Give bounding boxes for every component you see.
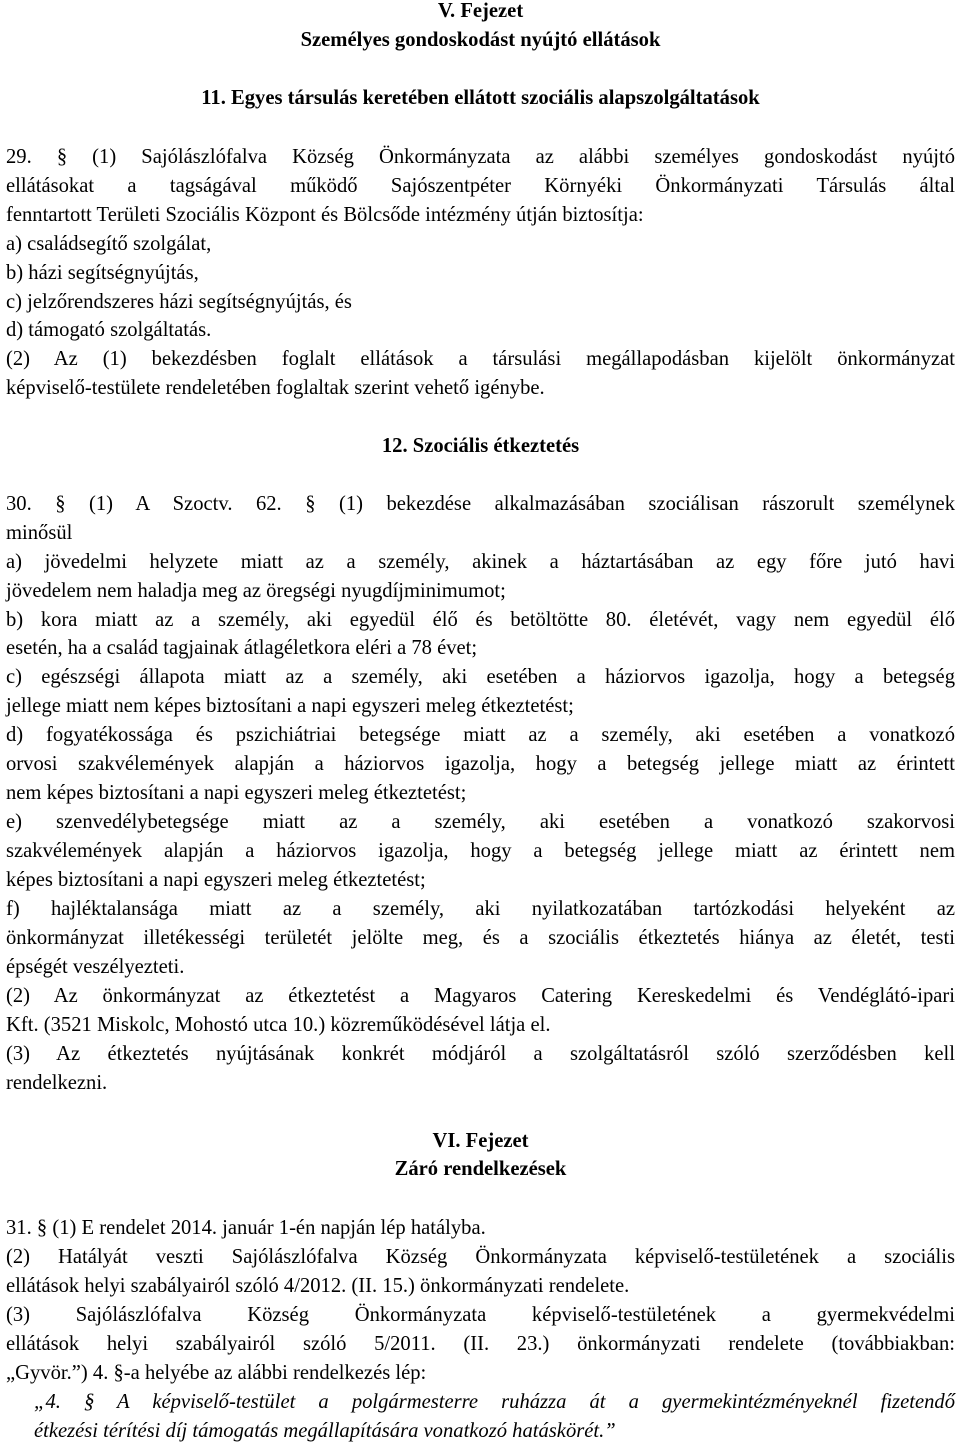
paragraph-line: jellege miatt nem képes biztosítani a napi egyszeri meleg étkeztetést;	[6, 695, 574, 717]
paragraph-line: d) fogyatékossága és pszichiátriai betegsége miatt az a személy, aki esetében a vonatkozó	[6, 724, 955, 746]
paragraph-line: (2) Az önkormányzat az étkeztetést a Magyaros Catering Kereskedelmi és Vendéglátó-ipari	[6, 985, 955, 1007]
list-item: c) jelzőrendszeres házi segítségnyújtás, és	[6, 291, 352, 313]
paragraph-line: (2) Hatályát veszti Sajólászlófalva Község Önkormányzata képviselő-testületének a szociális	[6, 1246, 955, 1268]
paragraph-line: nem képes biztosítani a napi egyszeri meleg étkeztetést;	[6, 782, 467, 804]
paragraph-line: esetén, ha a család tagjainak átlagéletkora eléri a 78 évet;	[6, 637, 478, 659]
paragraph-line: ellátásokat a tagságával működő Sajószentpéter Környéki Önkormányzati Társulás által	[6, 175, 955, 197]
paragraph-line: képviselő-testülete rendeletében foglaltak szerint vehető igénybe.	[6, 377, 545, 399]
paragraph-line: (2) Az (1) bekezdésben foglalt ellátások a társulási megállapodásban kijelölt önkormányzat	[6, 348, 955, 370]
paragraph-line: épségét veszélyezteti.	[6, 956, 185, 978]
quoted-provision-line: étkezési térítési díj támogatás megállapítására vonatkozó hatáskörét.”	[34, 1420, 616, 1442]
quoted-provision-line: „4. § A képviselő-testület a polgármesterre ruházza át a gyermekintézményeknél fizetendő	[34, 1391, 955, 1413]
paragraph-line: képes biztosítani a napi egyszeri meleg étkeztetést;	[6, 869, 426, 891]
chapter-heading: V. Fejezet	[437, 0, 524, 22]
paragraph-line: Kft. (3521 Miskolc, Mohostó utca 10.) közreműködésével látja el.	[6, 1014, 551, 1036]
list-item: d) támogató szolgáltatás.	[6, 319, 212, 341]
paragraph-line: orvosi szakvélemények alapján a háziorvos igazolja, hogy a betegség jellege miatt az érintett	[6, 753, 955, 775]
paragraph-line: „Gyvör.”) 4. §-a helyébe az alábbi rendelkezés lép:	[6, 1362, 427, 1384]
paragraph-line: f) hajléktalansága miatt az a személy, aki nyilatkozatában tartózkodási helyeként az	[6, 898, 955, 920]
paragraph-line: szakvélemények alapján a háziorvos igazolja, hogy a betegség jellege miatt az érintett nem	[6, 840, 955, 862]
paragraph-line: 29. § (1) Sajólászlófalva Község Önkormányzata az alábbi személyes gondoskodást nyújtó	[6, 146, 955, 168]
list-item: a) családsegítő szolgálat,	[6, 233, 212, 255]
paragraph-line: fenntartott Területi Szociális Központ és Bölcsőde intézmény útján biztosítja:	[6, 204, 644, 226]
paragraph-line: 31. § (1) E rendelet 2014. január 1-én napján lép hatályba.	[6, 1217, 486, 1239]
paragraph-line: b) kora miatt az a személy, aki egyedül élő és betöltötte 80. életévét, vagy nem egyedül élő	[6, 609, 955, 631]
chapter-title: Személyes gondoskodást nyújtó ellátások	[300, 29, 661, 51]
section-title: 11. Egyes társulás keretében ellátott szociális alapszolgáltatások	[201, 87, 760, 109]
paragraph-line: minősül	[6, 522, 73, 544]
paragraph-line: 30. § (1) A Szoctv. 62. § (1) bekezdése alkalmazásában szociálisan rászorult személynek	[6, 493, 955, 515]
paragraph-line: ellátások helyi szabályairól szóló 5/2011. (II. 23.) önkormányzati rendelete (továbbiakban:	[6, 1333, 955, 1355]
paragraph-line: ellátások helyi szabályairól szóló 4/2012. (II. 15.) önkormányzati rendelete.	[6, 1275, 630, 1297]
paragraph-line: c) egészségi állapota miatt az a személy, aki esetében a háziorvos igazolja, hogy a betegség	[6, 666, 955, 688]
list-item: b) házi segítségnyújtás,	[6, 262, 199, 284]
paragraph-line: (3) Sajólászlófalva Község Önkormányzata képviselő-testületének a gyermekvédelmi	[6, 1304, 955, 1326]
paragraph-line: e) szenvedélybetegsége miatt az a személy, aki esetében a vonatkozó szakorvosi	[6, 811, 955, 833]
paragraph-line: jövedelem nem haladja meg az öregségi nyugdíjminimumot;	[6, 580, 506, 602]
section-title: 12. Szociális étkeztetés	[381, 435, 580, 457]
paragraph-line: (3) Az étkeztetés nyújtásának konkrét módjáról a szolgáltatásról szóló szerződésben kell	[6, 1043, 955, 1065]
chapter-title: Záró rendelkezések	[394, 1158, 567, 1180]
paragraph-line: önkormányzat illetékességi területét jelölte meg, és a szociális étkeztetés hiánya az életét, testi	[6, 927, 955, 949]
paragraph-line: rendelkezni.	[6, 1072, 108, 1094]
paragraph-line: a) jövedelmi helyzete miatt az a személy, akinek a háztartásában az egy főre jutó havi	[6, 551, 955, 573]
chapter-heading: VI. Fejezet	[432, 1130, 529, 1152]
